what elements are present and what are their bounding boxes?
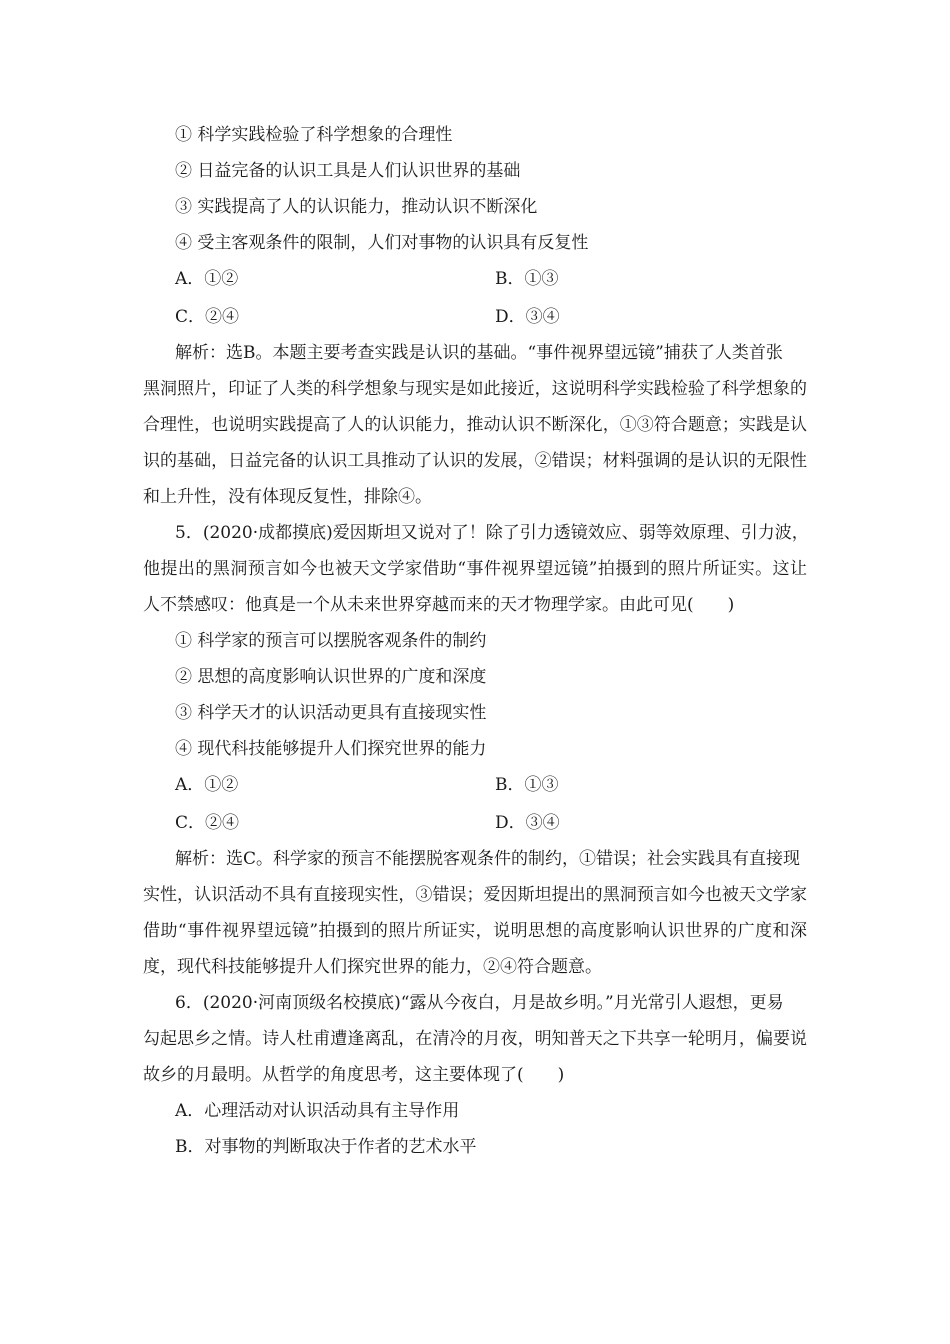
q5-analysis-line-3: 借助“事件视界望远镜”拍摄到的照片所证实，说明思想的高度影响认识世界的广度和深: [143, 921, 807, 941]
q4-item-2: ② 日益完备的认识工具是人们认识世界的基础: [175, 161, 521, 181]
q5-item-1: ① 科学家的预言可以摆脱客观条件的制约: [175, 631, 487, 651]
q4-option-d: D．③④: [495, 307, 560, 327]
q5-stem-line-1: 5．(2020·成都摸底)爱因斯坦又说对了！除了引力透镜效应、弱等效原理、引力波，: [175, 523, 809, 543]
q4-option-a: A．①②: [175, 269, 239, 289]
q6-option-a: A．心理活动对认识活动具有主导作用: [175, 1101, 460, 1121]
q5-analysis-line-4: 度，现代科技能够提升人们探究世界的能力，②④符合题意。: [143, 957, 602, 977]
q4-item-4: ④ 受主客观条件的限制，人们对事物的认识具有反复性: [175, 233, 589, 253]
q4-analysis-line-2: 黑洞照片，印证了人类的科学想象与现实是如此接近，这说明科学实践检验了科学想象的: [143, 379, 807, 399]
q5-item-4: ④ 现代科技能够提升人们探究世界的能力: [175, 739, 487, 759]
q4-analysis-line-1: 解析：选B。本题主要考查实践是认识的基础。“事件视界望远镜”捕获了人类首张: [175, 343, 783, 363]
q5-option-b: B．①③: [495, 775, 559, 795]
q6-stem-line-2: 勾起思乡之情。诗人杜甫遭逢离乱，在清冷的月夜，明知普天之下共享一轮明月，偏要说: [143, 1029, 807, 1049]
q5-option-c: C．②④: [175, 813, 240, 833]
q6-option-b: B．对事物的判断取决于作者的艺术水平: [175, 1137, 477, 1157]
q5-analysis-line-1: 解析：选C。科学家的预言不能摆脱客观条件的制约，①错误；社会实践具有直接现: [175, 849, 801, 869]
q4-option-b: B．①③: [495, 269, 559, 289]
q5-item-2: ② 思想的高度影响认识世界的广度和深度: [175, 667, 487, 687]
q4-item-3: ③ 实践提高了人的认识能力，推动认识不断深化: [175, 197, 538, 217]
q4-analysis-line-4: 识的基础，日益完备的认识工具推动了认识的发展，②错误；材料强调的是认识的无限性: [143, 451, 807, 471]
q5-option-a: A．①②: [175, 775, 239, 795]
q4-item-1: ① 科学实践检验了科学想象的合理性: [175, 125, 453, 145]
q4-option-c: C．②④: [175, 307, 240, 327]
q5-stem-line-2: 他提出的黑洞预言如今也被天文学家借助“事件视界望远镜”拍摄到的照片所证实。这让: [143, 559, 807, 579]
q4-analysis-line-3: 合理性，也说明实践提高了人的认识能力，推动认识不断深化，①③符合题意；实践是认: [143, 415, 807, 435]
q5-item-3: ③ 科学天才的认识活动更具有直接现实性: [175, 703, 487, 723]
q5-analysis-line-2: 实性，认识活动不具有直接现实性，③错误；爱因斯坦提出的黑洞预言如今也被天文学家: [143, 885, 807, 905]
q6-stem-line-3: 故乡的月最明。从哲学的角度思考，这主要体现了( ): [143, 1065, 565, 1085]
q4-analysis-line-5: 和上升性，没有体现反复性，排除④。: [143, 487, 432, 507]
q6-stem-line-1: 6．(2020·河南顶级名校摸底)“露从今夜白，月是故乡明。”月光常引人遐想，更易: [175, 993, 784, 1013]
q5-option-d: D．③④: [495, 813, 560, 833]
q5-stem-line-3: 人不禁感叹：他真是一个从未来世界穿越而来的天才物理学家。由此可见( ): [143, 595, 735, 615]
